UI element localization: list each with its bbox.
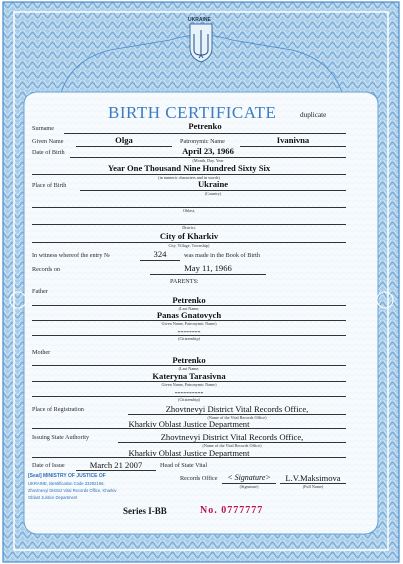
seal-line-3: Zhovtnevyi District Vital Records Office, Kharkiv [28, 488, 117, 493]
given-name-label: Given Name [32, 138, 64, 145]
signature-value: < Signature> [227, 473, 271, 482]
pob-country-value: Ukraine [197, 179, 229, 189]
issuing-label: Issuing State Authority [32, 434, 90, 441]
father-given-caption: Given Name, Patronymic Name) [161, 321, 217, 326]
witness-suffix: was made in the Book of Birth [184, 252, 260, 259]
witness-prefix: In witness whereof the entry № [32, 252, 110, 259]
given-name-value: Olga [115, 135, 133, 145]
records-on-label: Records on [32, 266, 61, 273]
surname-label: Surname [32, 125, 54, 132]
dob-value: April 23, 1966 [182, 146, 234, 156]
issuing-line2: Kharkiv Oblast Justice Department [128, 448, 250, 458]
issuing-caption: (Name of the Vital Records Office) [202, 443, 262, 448]
certificate-number: No. 0777777 [200, 505, 264, 516]
duplicate-label: duplicate [300, 111, 327, 119]
registration-line1: Zhovtnevyi District Vital Records Office, [165, 404, 309, 414]
seal-line-1: [Seal] MINISTRY OF JUSTICE OF [28, 473, 106, 479]
pob-label: Place of Birth [32, 182, 67, 189]
head-of-office-label: Head of State Vital [160, 462, 208, 469]
father-label: Father [32, 288, 48, 295]
mother-given-caption: Given Name, Patronymic Name) [161, 382, 217, 387]
dob-words-value: Year One Thousand Nine Hundred Sixty Six [107, 163, 271, 173]
father-citizenship-value: -------- [177, 326, 201, 336]
signature-caption: (Signature) [239, 484, 259, 489]
district-caption: District, [182, 225, 196, 230]
mother-last-name-caption: (Last Name, [178, 366, 200, 371]
surname-value: Petrenko [188, 121, 222, 131]
issue-date-label: Date of Issue [32, 462, 65, 469]
registration-line2: Kharkiv Oblast Justice Department [128, 419, 250, 429]
records-on-value: May 11, 1966 [184, 263, 232, 273]
head-name-value: L.V.Maksimova [285, 473, 341, 483]
dob-caption: (Month, Day, Year [192, 158, 224, 163]
city-caption: City, Village, Township) [168, 243, 210, 248]
father-last-name-caption: (Last Name, [178, 306, 200, 311]
patronymic-label: Patronymic Name [180, 138, 225, 145]
country-caption: (Country) [204, 191, 222, 196]
dob-label: Date of Birth [32, 149, 65, 156]
series-label: Series I-BB [123, 506, 167, 516]
issue-date-value: March 21 2007 [89, 460, 143, 470]
registration-caption: (Name of the Vital Records Office) [207, 415, 267, 420]
father-given-value: Panas Gnatovych [156, 310, 222, 320]
mother-citizenship-caption: (Citizenship) [178, 397, 200, 402]
oblast-caption: Oblast, [183, 208, 195, 213]
seal-line-4: Oblast Justice Department [28, 495, 78, 500]
father-surname-value: Petrenko [172, 295, 206, 305]
father-citizenship-caption: (Citizenship) [178, 336, 200, 341]
full-name-caption: (Full Name) [302, 484, 324, 489]
dob-words-caption: (in numeric characters and in words) [158, 175, 220, 180]
parents-heading: PARENTS: [170, 278, 199, 285]
country-label: UKRAINE [188, 17, 211, 23]
mother-surname-value: Petrenko [172, 355, 206, 365]
mother-given-value: Kateryna Tarasivna [152, 371, 226, 381]
records-office-label: Records Office [180, 475, 218, 482]
patronymic-value: Ivanivna [276, 135, 310, 145]
seal-line-2: UKRAINE, Identification Code 33292166, [28, 481, 105, 486]
issuing-line1: Zhovtnevyi District Vital Records Office, [160, 432, 304, 442]
registration-label: Place of Registration [32, 406, 84, 413]
mother-label: Mother [32, 349, 51, 356]
mother-citizenship-value: ---------- [174, 387, 204, 397]
entry-number-value: 324 [153, 249, 167, 259]
certificate-title: BIRTH CERTIFICATE [108, 103, 277, 122]
pob-city-value: City of Kharkiv [159, 231, 219, 241]
